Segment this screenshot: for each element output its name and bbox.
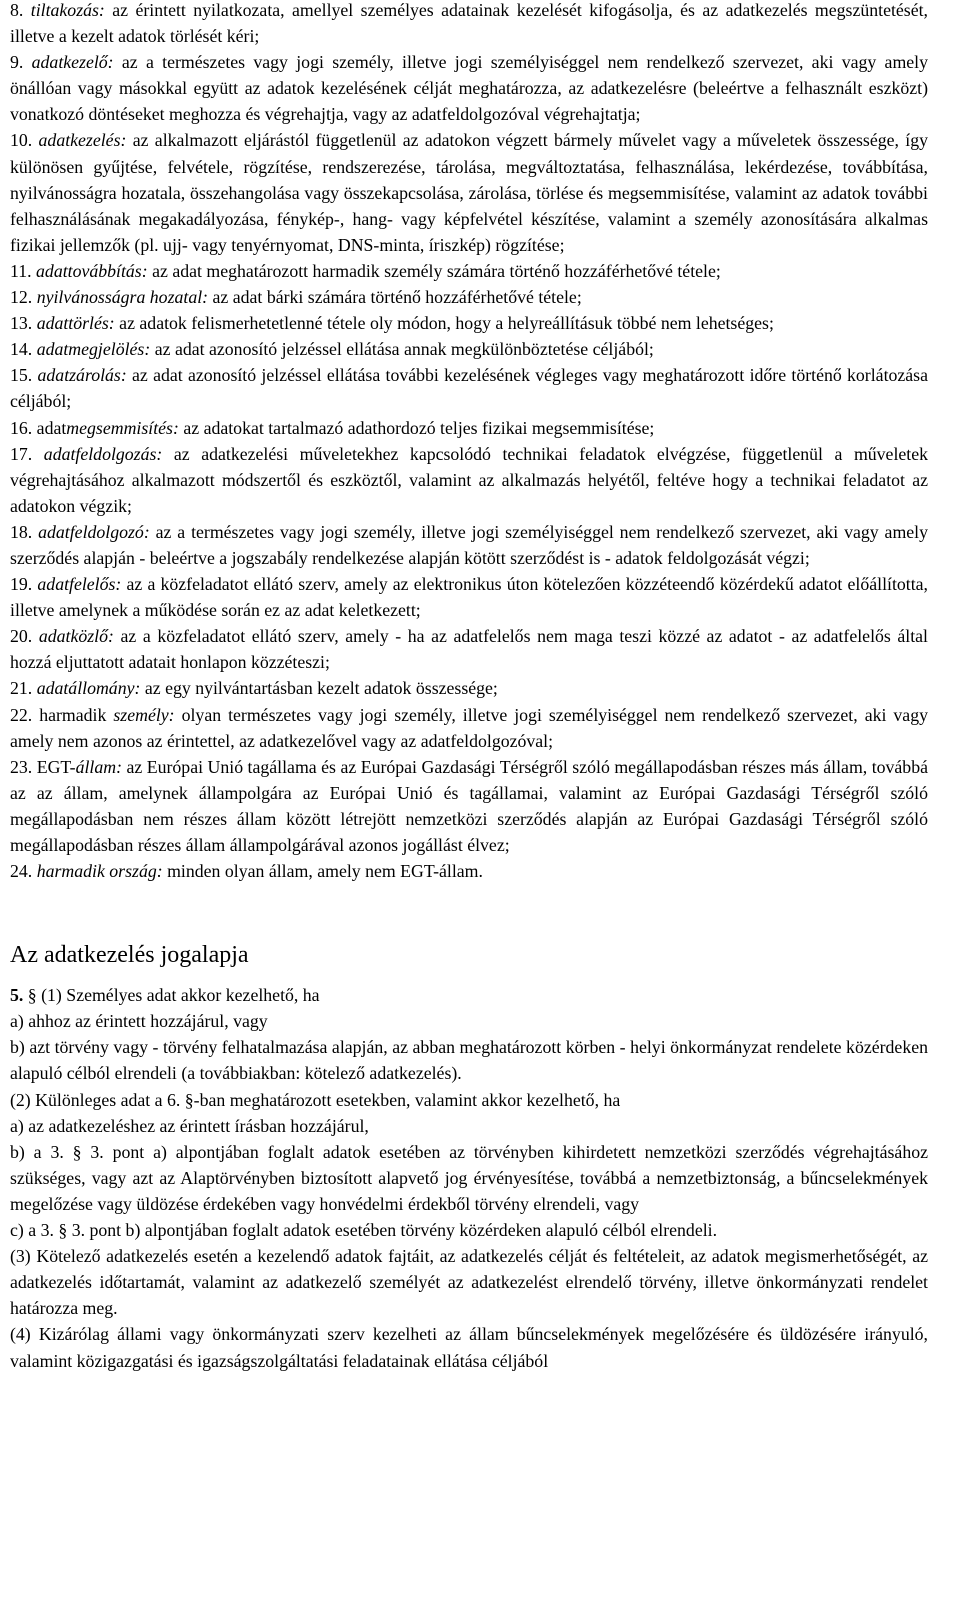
definition-term: adatmegjelölés: — [36, 339, 151, 360]
definition-text: az adat bárki számára történő hozzáférhetővé tétele; — [208, 287, 582, 308]
definition-number: 9. — [10, 52, 24, 73]
definition-item — [10, 702, 928, 754]
definition-text: az érintett nyilatkozata, amellyel személyes adatainak kezelését kifogásolja, és az adatkezelés megszüntetését, illetve a kezelt adatok törlését kéri; — [10, 0, 928, 47]
definition-term: adattovábbítás: — [36, 260, 148, 281]
definition-text: az adatok felismerhetetlenné tétele oly módon, hogy a helyreállításuk többé nem lehetséges; — [114, 313, 774, 334]
section-paragraph: (3) Kötelező adatkezelés esetén a kezelendő adatok fajtáit, az adatkezelés célját és feltételeit, az adatok megismerhetőségét, az adatkezelés időtartamát, valamint az adatkezelő személyét az adatkezelést elrendelő törvény, illetve önkormányzati rendelet határozza meg. — [10, 1246, 928, 1319]
definition-text: az egy nyilvántartásban kezelt adatok összessége; — [140, 678, 498, 699]
definition-item — [10, 858, 928, 884]
definition-term: adatfelelős: — [37, 574, 122, 595]
definition-text: az adatokat tartalmazó adathordozó teljes fizikai megsemmisítése; — [178, 417, 655, 438]
definition-term: adatkezelő: — [31, 52, 114, 73]
definition-term: adatkezelés: — [38, 130, 127, 151]
definition-text: az a természetes vagy jogi személy, illetve jogi személyiséggel nem rendelkező szervezet, aki vagy amely önállóan vagy másokkal együtt az adatok kezelésének célját meghatározza, az adatkezelésre (beleértve a felhasznált eszközt) vonatkozó döntéseket meghozza és végrehajtja, vagy az adatfeldolgozóval végrehajtatja; — [10, 52, 928, 125]
definition-item — [10, 258, 928, 284]
definition-number: 13. — [10, 313, 33, 334]
definition-term: adattörlés: — [36, 313, 115, 334]
definition-number: 22. harmadik — [10, 704, 107, 725]
definition-text: az alkalmazott eljárástól függetlenül az adatokon végzett bármely művelet vagy a műveletek összessége, így különösen gyűjtése, felvétele, rögzítése, rendszerezése, tárolása, megváltoztatása, felhasználása, lekérdezése, továbbítása, nyilvánosságra hozatala, összehangolása vagy összekapcsolása, zárolása, törlése és megsemmisítése, valamint az adatok további felhasználásának megakadályozása, fénykép-, hang- vagy képfelvétel készítése, valamint a személy azonosítására alkalmas fizikai jellemzők (pl. ujj- vagy tenyérnyomat, DNS-minta, íriszkép) rögzítése; — [10, 130, 928, 255]
section-paragraph: b) a 3. § 3. pont a) alpontjában foglalt adatok esetében az törvényben kihirdetett nemzetközi szerződés végrehajtásához szükséges, vagy azt az Alaptörvényben biztosított alapvető jog érvényesítése, továbbá a nemzetbiztonság, a bűncselekmények megelőzése vagy üldözése érdekében vagy honvédelmi érdekből törvény elrendeli, vagy — [10, 1141, 928, 1214]
definition-term: tiltakozás: — [30, 0, 105, 20]
definition-number: 12. — [10, 287, 33, 308]
definition-number: 8. — [10, 0, 24, 20]
definition-number: 20. — [10, 626, 33, 647]
section-paragraph: a) ahhoz az érintett hozzájárul, vagy — [10, 1011, 268, 1032]
definition-item — [10, 336, 928, 362]
section-paragraph: a) az adatkezeléshez az érintett írásban hozzájárul, — [10, 1115, 369, 1136]
definition-term: állam: — [75, 756, 122, 777]
definition-item — [10, 441, 928, 519]
section-intro — [10, 982, 928, 1008]
definition-term: adatállomány: — [36, 678, 141, 699]
definition-term: adatzárolás: — [37, 365, 127, 386]
definition-number: 15. — [10, 365, 33, 386]
definition-text: olyan természetes vagy jogi személy, illetve jogi személyiséggel nem rendelkező szervezet, aki vagy amely nem azonos az érintettel, az adatkezelővel vagy az adatfeldolgozóval; — [10, 704, 928, 751]
definition-term: adatfeldolgozó: — [38, 521, 150, 542]
definition-term: megsemmisítés: — [66, 417, 179, 438]
definition-number: 16. adat — [10, 417, 67, 438]
definition-item — [10, 0, 928, 49]
definition-text: az a közfeladatot ellátó szerv, amely - ha az adatfelelős nem maga teszi közzé az adatot - az adatfelelős által hozzá eljuttatott adatait honlapon közzéteszi; — [10, 626, 928, 673]
definition-item — [10, 623, 928, 675]
definition-term: harmadik ország: — [36, 861, 163, 882]
definition-text: az adat meghatározott harmadik személy számára történő hozzáférhetővé tétele; — [147, 260, 721, 281]
definition-term: adatközlő: — [38, 626, 114, 647]
definition-number: 21. — [10, 678, 33, 699]
definition-number: 19. — [10, 574, 33, 595]
section-number: 5. — [10, 985, 24, 1006]
definition-text: az adat azonosító jelzéssel ellátása további kezelésének végleges vagy meghatározott időre történő korlátozása céljából; — [10, 365, 928, 412]
definition-item — [10, 127, 928, 257]
definition-item — [10, 519, 928, 571]
definition-term: adatfeldolgozás: — [43, 443, 163, 464]
definition-item — [10, 675, 928, 701]
definitions-list — [10, 0, 928, 884]
definition-number: 17. — [10, 443, 33, 464]
section-paragraph: c) a 3. § 3. pont b) alpontjában foglalt adatok esetében törvény közérdeken alapuló célból elrendeli. — [10, 1220, 718, 1241]
definition-item — [10, 571, 928, 623]
definition-number: 23. EGT- — [10, 756, 76, 777]
section-intro-text: § (1) Személyes adat akkor kezelhető, ha — [23, 985, 320, 1006]
definition-text: az a közfeladatot ellátó szerv, amely az elektronikus úton kötelezően közzéteendő közérdekű adatot előállította, illetve amelynek a működése során ez az adat keletkezett; — [10, 574, 928, 621]
section-heading: Az adatkezelés jogalapja — [10, 942, 249, 969]
definition-number: 24. — [10, 861, 33, 882]
section-paragraphs — [10, 1008, 928, 1373]
definition-item — [10, 754, 928, 858]
definition-item — [10, 415, 928, 441]
definition-item — [10, 284, 928, 310]
definition-text: az Európai Unió tagállama és az Európai Gazdasági Térségről szóló megállapodásban részes más állam, továbbá az az állam, amelynek állampolgára az Európai Unió és tagállamai, valamint az Európai Gazdasági Térségről szóló megállapodásban nem részes állam között létrejött nemzetközi szerződés alapján az Európai Gazdasági Térségről szóló megállapodásban részes állam állampolgárával azonos jogállást élvez; — [10, 756, 928, 855]
definition-term: nyilvánosságra hozatal: — [36, 287, 209, 308]
definition-item — [10, 362, 928, 414]
section-paragraph: b) azt törvény vagy - törvény felhatalmazása alapján, az abban meghatározott körben - helyi önkormányzat rendelete közérdeken alapuló célból elrendeli (a továbbiakban: kötelező adatkezelés). — [10, 1037, 928, 1084]
definition-number: 18. — [10, 521, 33, 542]
definition-number: 11. — [10, 260, 32, 281]
definition-item — [10, 310, 928, 336]
definition-text: az a természetes vagy jogi személy, illetve jogi személyiséggel nem rendelkező szervezet, aki vagy amely szerződés alapján - beleértve a jogszabály rendelkezése alapján kötött szerződést is - adatok feldolgozását végzi; — [10, 521, 928, 568]
document-page — [10, 0, 928, 1615]
definition-text: minden olyan állam, amely nem EGT-állam. — [162, 861, 483, 882]
definition-item — [10, 49, 928, 127]
definition-term: személy: — [106, 704, 175, 725]
section-paragraph: (4) Kizárólag állami vagy önkormányzati szerv kezelheti az állam bűncselekmények megelőzésére és üldözésére irányuló, valamint közigazgatási és igazságszolgáltatási feladatainak ellátása céljából — [10, 1324, 928, 1371]
definition-number: 14. — [10, 339, 33, 360]
definition-text: az adat azonosító jelzéssel ellátása annak megkülönböztetése céljából; — [150, 339, 654, 360]
definition-text: az adatkezelési műveletekhez kapcsolódó technikai feladatok elvégzése, függetlenül a műveletek végrehajtásához alkalmazott módszertől és eszköztől, valamint az alkalmazás helyétől, feltéve hogy a technikai feladatot az adatokon végzik; — [10, 443, 928, 516]
section-paragraph: (2) Különleges adat a 6. §-ban meghatározott esetekben, valamint akkor kezelhető, ha — [10, 1089, 621, 1110]
definition-number: 10. — [10, 130, 33, 151]
